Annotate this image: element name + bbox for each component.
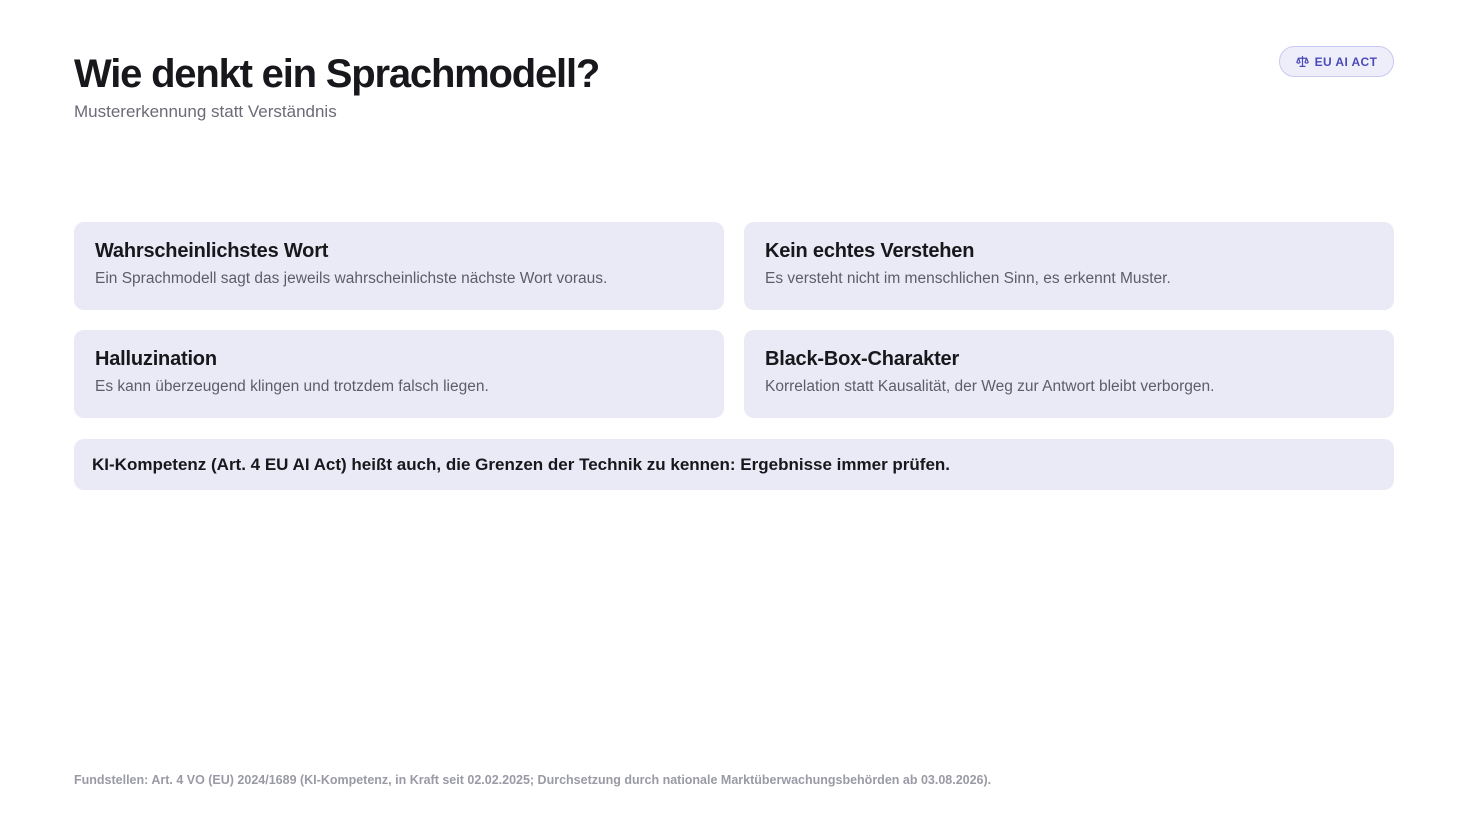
card-black-box-charakter	[744, 330, 1394, 418]
card-text: Ein Sprachmodell sagt das jeweils wahrscheinlichste nächste Wort voraus.	[95, 270, 608, 287]
scale-icon	[1296, 55, 1309, 68]
card-wahrscheinlichstes-wort	[74, 222, 724, 310]
footer-sources: Fundstellen: Art. 4 VO (EU) 2024/1689 (KI-Kompetenz, in Kraft seit 02.02.2025; Durchsetzung durch nationale Marktüberwachungsbehörden ab 03.08.2026).	[74, 773, 992, 787]
page-title: Wie denkt ein Sprachmodell?	[74, 52, 600, 96]
card-title: Wahrscheinlichstes Wort	[95, 240, 329, 262]
card-title: Black-Box-Charakter	[765, 348, 960, 370]
badge-label: EU AI ACT	[1314, 54, 1378, 69]
card-text: Korrelation statt Kausalität, der Weg zur Antwort bleibt verborgen.	[765, 378, 1215, 395]
card-text: Es kann überzeugend klingen und trotzdem falsch liegen.	[95, 378, 489, 395]
competence-note: KI-Kompetenz (Art. 4 EU AI Act) heißt auch, die Grenzen der Technik zu kennen: Ergebnisse immer prüfen.	[74, 439, 1394, 490]
card-halluzination	[74, 330, 724, 418]
page-subtitle: Mustererkennung statt Verständnis	[74, 102, 337, 121]
card-text: Es versteht nicht im menschlichen Sinn, es erkennt Muster.	[765, 270, 1171, 287]
card-title: Halluzination	[95, 348, 217, 370]
card-kein-echtes-verstehen	[744, 222, 1394, 310]
card-title: Kein echtes Verstehen	[765, 240, 975, 262]
eu-ai-act-badge	[1279, 46, 1394, 77]
